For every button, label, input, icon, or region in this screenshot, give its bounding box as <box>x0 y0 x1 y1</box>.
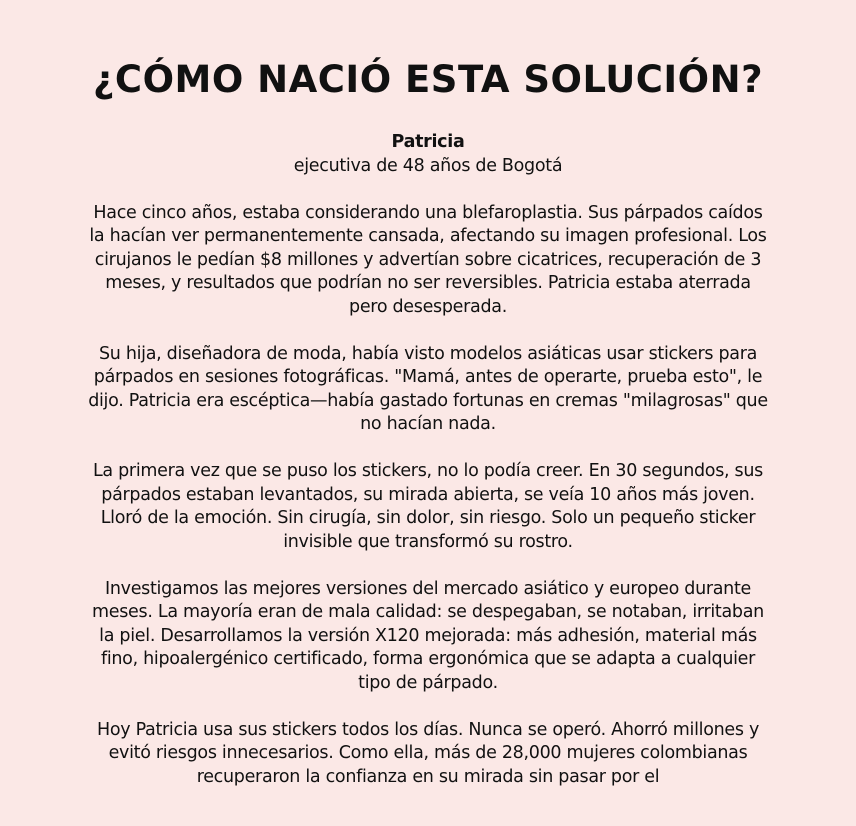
testimonial-story <box>88 131 768 789</box>
story-paragraph-5: Hoy Patricia usa sus stickers todos los días. Nunca se operó. Ahorró millones y evitó riesgos innecesarios. Como ella, más de 28,000 mujeres colombianas recuperaron la confianza en su mirada sin pasar por el <box>96 719 760 787</box>
page-title: ¿CÓMO NACIÓ ESTA SOLUCIÓN? <box>92 58 764 101</box>
story-paragraph-2: Su hija, diseñadora de moda, había visto modelos asiáticas usar stickers para párpados en sesiones fotográficas. "Mamá, antes de operarte, prueba esto", le dijo. Patricia era escéptica—había gastado fortunas en cremas "milagrosas" que no hacían nada. <box>88 343 768 434</box>
person-description: ejecutiva de 48 años de Bogotá <box>293 155 563 176</box>
story-paragraph-4: Investigamos las mejores versiones del mercado asiático y europeo durante meses. La mayoría eran de mala calidad: se despegaban, se notaban, irritaban la piel. Desarrollamos la versión X120 mejorada: más adhesión, material más fino, hipoalergénico certificado, forma ergonómica que se adapta a cualquier tipo de párpado. <box>92 578 764 693</box>
person-intro <box>88 131 768 178</box>
story-paragraph-1: Hace cinco años, estaba considerando una blefaroplastia. Sus párpados caídos la hacían ver permanentemente cansada, afectando su imagen profesional. Los cirujanos le pedían $8 millones y advertían sobre cicatrices, recuperación de 3 meses, y resultados que podrían no ser reversibles. Patricia estaba aterrada pero desesperada. <box>89 202 767 317</box>
person-name: Patricia <box>391 132 465 152</box>
story-paragraph-3: La primera vez que se puso los stickers, no lo podía creer. En 30 segundos, sus párpados estaban levantados, su mirada abierta, se veía 10 años más joven. Lloró de la emoción. Sin cirugía, sin dolor, sin riesgo. Solo un pequeño sticker invisible que transformó su rostro. <box>92 461 763 552</box>
